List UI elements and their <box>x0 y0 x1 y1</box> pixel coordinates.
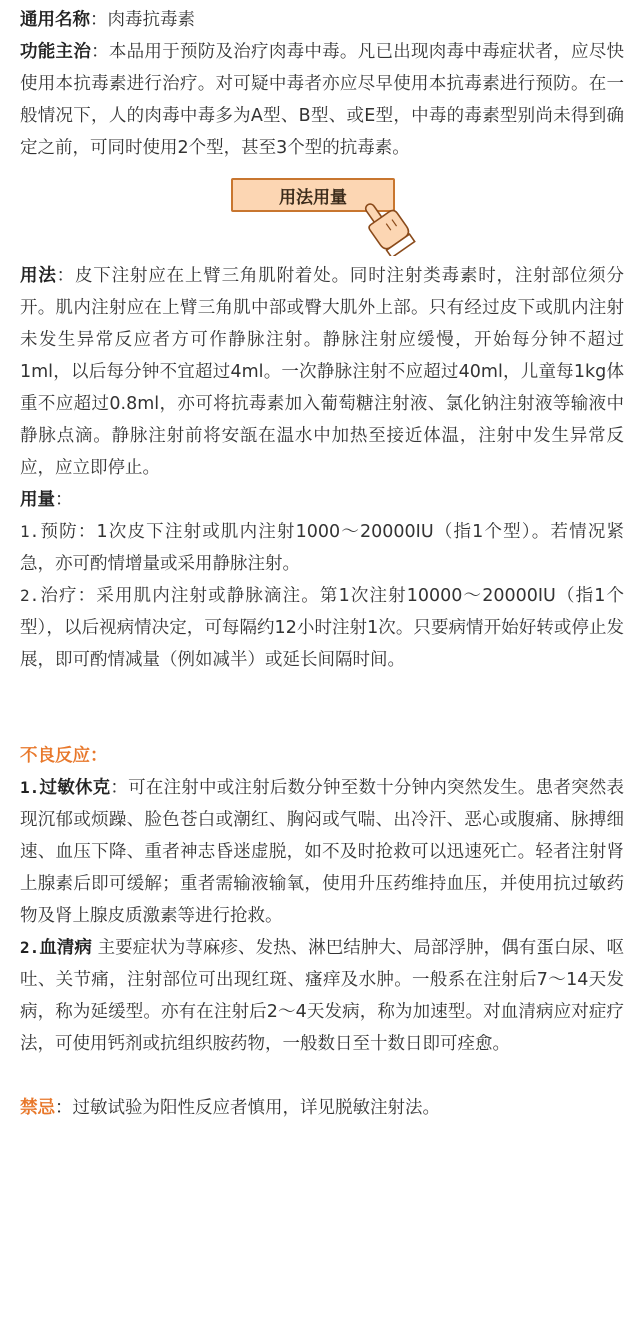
dosage-item-name: 预防 <box>39 522 78 542</box>
adverse-label: 不良反应： <box>20 746 108 766</box>
dosage-item-name: 治疗 <box>39 586 78 606</box>
adverse-item-text: 主要症状为荨麻疹、发热、淋巴结肿大、局部浮肿，偶有蛋白尿、呕吐、关节痛，注射部位可出现红斑、瘙痒及水肿。一般系在注射后7～14天发病，称为延缓型。亦有在注射后2～4天发病，称为加速型。对血清病应对症疗法，可使用钙剂或抗组织胺药物，一般数日至十数日即可痊愈。 <box>20 938 625 1054</box>
indications-text: 本品用于预防及治疗肉毒中毒。凡已出现肉毒中毒症状者，应尽快使用本抗毒素进行治疗。对可疑中毒者亦应尽早使用本抗毒素进行预防。在一般情况下，人的肉毒中毒多为A型、B型、或E型，中毒的毒素型别尚未得到确定之前，可同时使用2个型，甚至3个型的抗毒素。 <box>20 42 625 158</box>
spacer <box>20 1060 624 1092</box>
dosage-item-number: 2. <box>20 586 40 605</box>
method-text: 皮下注射应在上臂三角肌附着处。同时注射类毒素时，注射部位须分开。肌内注射应在上臂三角肌中部或臀大肌外上部。只有经过皮下或肌内注射未发生异常反应者方可作静脉注射。静脉注射应缓慢，开始每分钟不超过1ml，以后每分钟不宜超过4ml。一次静脉注射不应超过40ml，儿童每1kg体重不应超过0.8ml，亦可将抗毒素加入葡萄糖注射液、氯化钠注射液等输液中静脉点滴。静脉注射前将安瓿在温水中加热至接近体温，注射中发生异常反应，应立即停止。 <box>20 266 624 478</box>
contraindication-label: 禁忌 <box>20 1098 55 1118</box>
contraindication-paragraph <box>20 1092 624 1124</box>
dosage-item-number: 1. <box>20 522 40 541</box>
dosage-item-treatment <box>20 580 624 676</box>
drug-info-page <box>20 4 624 1124</box>
adverse-item-text: 可在注射中或注射后数分钟至数十分钟内突然发生。患者突然表现沉郁或烦躁、脸色苍白或潮红、胸闷或气喘、出冷汗、恶心或腹痛、脉搏细速、血压下降、重者神志昏迷虚脱，如不及时抢救可以迅速死亡。轻者注射肾上腺素后即可缓解；重者需输液输氧，使用升压药维持血压，并使用抗过敏药物及肾上腺皮质激素等进行抢救。 <box>20 778 625 926</box>
dosage-item-prevention <box>20 516 624 580</box>
adverse-item-name: 过敏休克 <box>39 778 111 798</box>
contraindication-text: 过敏试验为阳性反应者慎用，详见脱敏注射法。 <box>72 1098 440 1118</box>
pointing-hand-icon <box>356 194 416 256</box>
method-paragraph <box>20 260 624 484</box>
dosage-item-text: 1次皮下注射或肌内注射1000～20000IU（指1个型）。若情况紧急，亦可酌情增量或采用静脉注射。 <box>20 522 625 574</box>
contraindication-sep: ： <box>55 1098 73 1118</box>
dosage-sep: ： <box>55 490 73 510</box>
method-label: 用法 <box>20 266 57 286</box>
dosage-label: 用量 <box>20 490 55 510</box>
dosage-item-sep: ： <box>77 586 97 606</box>
dosage-item-sep: ： <box>77 522 97 542</box>
adverse-item-name: 血清病 <box>39 938 92 958</box>
method-sep: ： <box>56 266 75 286</box>
adverse-heading <box>20 740 624 772</box>
indications-paragraph <box>20 36 624 164</box>
general-name-value: 肉毒抗毒素 <box>107 10 195 30</box>
spacer <box>20 676 624 740</box>
general-name-paragraph <box>20 4 624 36</box>
adverse-item-number: 1. <box>20 778 40 797</box>
adverse-item-number: 2. <box>20 938 40 957</box>
adverse-item-sep: ： <box>110 778 129 798</box>
general-name-sep: ： <box>90 10 108 30</box>
usage-button-area <box>20 164 624 260</box>
dosage-heading <box>20 484 624 516</box>
general-name-label: 通用名称 <box>20 10 90 30</box>
dosage-item-text: 采用肌内注射或静脉滴注。第1次注射10000～20000IU（指1个型），以后视病情决定，可每隔约12小时注射1次。只要病情开始好转或停止发展，即可酌情减量（例如减半）或延长间隔时间。 <box>20 586 625 670</box>
adverse-item-serum-sickness <box>20 932 624 1060</box>
indications-sep: ： <box>91 42 109 62</box>
adverse-item-anaphylaxis <box>20 772 624 932</box>
indications-label: 功能主治 <box>20 42 92 62</box>
usage-dosage-button-label: 用法用量 <box>279 187 347 208</box>
